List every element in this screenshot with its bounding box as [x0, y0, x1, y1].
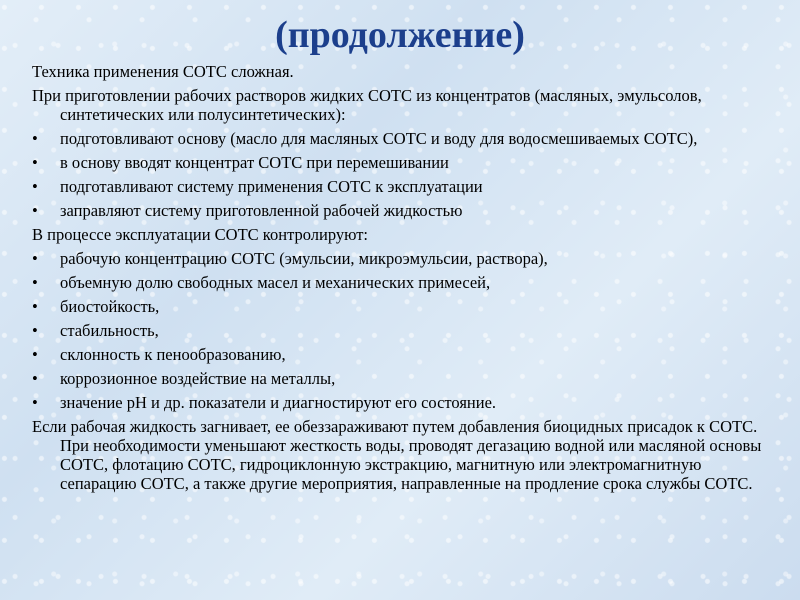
- slide-body: [32, 62, 762, 498]
- list-item: [32, 201, 762, 220]
- list-item: [32, 153, 762, 172]
- list-item-text: биостойкость,: [60, 297, 160, 316]
- list-item: [32, 393, 762, 412]
- bullet-icon: •: [32, 249, 38, 268]
- bullet-icon: •: [32, 129, 38, 148]
- list-item-text: рабочую концентрацию СОТС (эмульсии, микроэмульсии, раствора),: [60, 249, 548, 268]
- closing-paragraph: Если рабочая жидкость загнивает, ее обеззараживают путем добавления биоцидных присадок к СОТС. При необходимости уменьшают жесткость воды, проводят дегазацию водной или масляной основы СОТС, флотацию СОТС, гидроциклонную экстракцию, магнитную или электромагнитную сепарацию СОТС, а также другие мероприятия, направленные на продление срока службы СОТС.: [32, 417, 762, 493]
- bullet-icon: •: [32, 321, 38, 340]
- list-item: [32, 369, 762, 388]
- list-item-text: склонность к пенообразованию,: [60, 345, 286, 364]
- list-item: [32, 345, 762, 364]
- list-item-text: в основу вводят концентрат СОТС при перемешивании: [60, 153, 449, 172]
- bullet-icon: •: [32, 201, 38, 220]
- bullet-icon: •: [32, 345, 38, 364]
- list-item-text: стабильность,: [60, 321, 159, 340]
- list-item: [32, 177, 762, 196]
- list-item: [32, 321, 762, 340]
- list-item-text: значение pH и др. показатели и диагностируют его состояние.: [60, 393, 497, 412]
- intro-paragraph: Техника применения СОТС сложная.: [32, 62, 294, 81]
- list-item: [32, 273, 762, 292]
- list-item-text: заправляют систему приготовленной рабочей жидкостью: [60, 201, 463, 220]
- list-item: [32, 297, 762, 316]
- bullet-icon: •: [32, 393, 38, 412]
- control-list: [32, 249, 762, 412]
- slide-title: (продолжение): [275, 14, 525, 56]
- list-item-text: коррозионное воздействие на металлы,: [60, 369, 336, 388]
- bullet-icon: •: [32, 369, 38, 388]
- list-item-text: подготовливают основу (масло для масляных СОТС и воду для водосмешиваемых СОТС),: [60, 129, 698, 148]
- control-lead-paragraph: В процессе эксплуатации СОТС контролируют:: [32, 225, 369, 244]
- bullet-icon: •: [32, 177, 38, 196]
- list-item: [32, 249, 762, 268]
- list-item: [32, 129, 762, 148]
- list-item-text: подготавливают систему применения СОТС к эксплуатации: [60, 177, 483, 196]
- preparation-lead-paragraph: При приготовлении рабочих растворов жидких СОТС из концентратов (масляных, эмульсолов, синтетических или полусинтетических):: [32, 86, 702, 124]
- bullet-icon: •: [32, 153, 38, 172]
- bullet-icon: •: [32, 297, 38, 316]
- list-item-text: объемную долю свободных масел и механических примесей,: [60, 273, 491, 292]
- bullet-icon: •: [32, 273, 38, 292]
- preparation-list: [32, 129, 762, 220]
